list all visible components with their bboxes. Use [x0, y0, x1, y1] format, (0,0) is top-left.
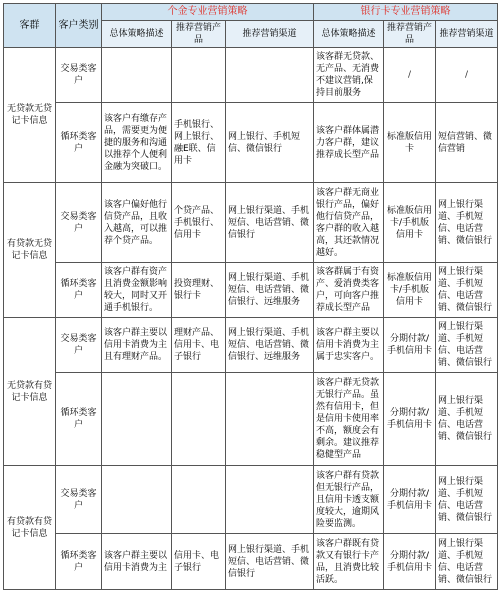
- strategy-desc-a: 该客户有缴存产品，需要更为便捷的服务和沟通以推荐个人便利金融为突破口。: [102, 103, 172, 183]
- customer-type-cell: 交易类客户: [56, 466, 102, 534]
- products-b: 标准版信用卡/手机版信用卡: [384, 183, 436, 263]
- channels-a: 网上银行渠道、手机短信、电话营销、微信银行、远维服务: [226, 318, 314, 373]
- customer-type-cell: 循环类客户: [56, 263, 102, 318]
- strategy-desc-b: 该客群无贷款、无产品、无消费不建议营销,保持目前服务: [314, 48, 384, 103]
- table-row: [4, 48, 498, 103]
- customer-group-cell: 无贷款有贷记卡信息: [4, 318, 56, 466]
- header-channels-b: 推荐营销渠道: [436, 21, 498, 48]
- products-a: 信用卡、电子银行: [172, 534, 226, 590]
- strategy-desc-a: 该客户群主要以信用卡消费为主且有理财产品。: [102, 318, 172, 373]
- products-a: [172, 373, 226, 466]
- table-row: [4, 373, 498, 466]
- products-a: 手机银行、网上银行、融E联、信用卡: [172, 103, 226, 183]
- products-b: 分期付款/手机信用卡: [384, 318, 436, 373]
- customer-type-cell: 交易类客户: [56, 183, 102, 263]
- customer-group-cell: 有贷款有贷记卡信息: [4, 466, 56, 590]
- channels-b: 网上银行渠道、手机短信、电话营销、微信银行: [436, 263, 498, 318]
- table-row: [4, 103, 498, 183]
- customer-group-cell: 有贷款无贷记卡信息: [4, 183, 56, 318]
- strategy-desc-b: 该客户群既有贷款又有银行卡产品，且消费比较活跃。: [314, 534, 384, 590]
- strategy-desc-a: [102, 48, 172, 103]
- channels-a: [226, 373, 314, 466]
- channels-a: 网上银行渠道、手机短信、电话营销、微信银行: [226, 534, 314, 590]
- header-products-b: 推荐营销产品: [384, 21, 436, 48]
- strategy-desc-a: 该客户偏好他行信贷产品，且收入越高，可以推荐个贷产品。: [102, 183, 172, 263]
- header-bank-card-strategy: 银行卡专业营销策略: [314, 4, 498, 21]
- header-customer-type: 客户类别: [56, 4, 102, 48]
- channels-a: 网上银行、手机短信、微信银行: [226, 103, 314, 183]
- strategy-desc-b: 该客户群主要以信用卡消费为主属于忠实客户。: [314, 318, 384, 373]
- header-products-a: 推荐营销产品: [172, 21, 226, 48]
- strategy-desc-a: [102, 373, 172, 466]
- table-row: [4, 263, 498, 318]
- strategy-table: [3, 3, 498, 590]
- channels-b: 网上银行渠道、手机短信、电话营销、微信银行: [436, 183, 498, 263]
- channels-a: 网上银行渠道、手机短信、电话营销、微信银行、远维服务: [226, 263, 314, 318]
- products-a: 个贷产品、手机银行、信用卡: [172, 183, 226, 263]
- channels-b: 网上银行渠道、手机短信、电话营销、微信银行: [436, 534, 498, 590]
- channels-a: [226, 48, 314, 103]
- strategy-desc-b: 该客户群体属潜力客户群，建议推荐成长型产品: [314, 103, 384, 183]
- channels-a: [226, 466, 314, 534]
- customer-group-cell: 无贷款无贷记卡信息: [4, 48, 56, 183]
- table-row: [4, 534, 498, 590]
- strategy-desc-b: 该客户群无商业银行产品，偏好他行信贷产品，客户群的收入越高，其还款情况越好。: [314, 183, 384, 263]
- strategy-desc-b: 该客群属于有资产、爱消费类客户，可向客户推荐成长型产品: [314, 263, 384, 318]
- products-a: [172, 48, 226, 103]
- strategy-desc-b: 该客户群有贷款但无银行产品，且信用卡透支额度较大，逾期风险要监测。: [314, 466, 384, 534]
- products-b: /: [384, 48, 436, 103]
- strategy-desc-a: 该客户群主要以信用卡消费为主: [102, 534, 172, 590]
- customer-type-cell: 循环类客户: [56, 534, 102, 590]
- header-personal-finance-strategy: 个金专业营销策略: [102, 4, 314, 21]
- strategy-desc-a: 该客户群有资产且消费金额影响较大，同时又开通手机银行。: [102, 263, 172, 318]
- products-b: 分期付款/手机信用卡: [384, 466, 436, 534]
- products-b: 标准版信用卡: [384, 103, 436, 183]
- table-row: [4, 466, 498, 534]
- channels-b: /: [436, 48, 498, 103]
- strategy-desc-b: 该客户群无贷款无银行产品。虽然有信用卡，但是信用卡使用率不高，额度会有剩余。建议推荐稳健型产品: [314, 373, 384, 466]
- products-a: [172, 466, 226, 534]
- header-overall-desc-a: 总体策略描述: [102, 21, 172, 48]
- channels-b: 短信营销、微信营销: [436, 103, 498, 183]
- customer-type-cell: 交易类客户: [56, 48, 102, 103]
- products-b: 分期付款/手机信用卡: [384, 373, 436, 466]
- channels-a: 网上银行渠道、手机短信、电话营销、微信银行: [226, 183, 314, 263]
- products-a: 投资理财、银行卡: [172, 263, 226, 318]
- channels-b: 网上银行渠道、手机短信、电话营销、微信银行: [436, 373, 498, 466]
- channels-b: 网上银行渠道、手机短信、电话营销、微信银行: [436, 318, 498, 373]
- header-customer-group: 客群: [4, 4, 56, 48]
- table-row: [4, 183, 498, 263]
- products-b: 分期付款/手机信用卡: [384, 534, 436, 590]
- header-overall-desc-b: 总体策略描述: [314, 21, 384, 48]
- strategy-desc-a: [102, 466, 172, 534]
- customer-type-cell: 循环类客户: [56, 103, 102, 183]
- customer-type-cell: 交易类客户: [56, 318, 102, 373]
- customer-type-cell: 循环类客户: [56, 373, 102, 466]
- products-a: 理财产品、信用卡、电子银行: [172, 318, 226, 373]
- products-b: 标准版信用卡/手机版信用卡: [384, 263, 436, 318]
- table-row: [4, 318, 498, 373]
- header-channels-a: 推荐营销渠道: [226, 21, 314, 48]
- channels-b: 网上银行渠道、手机短信、电话营销、微信银行: [436, 466, 498, 534]
